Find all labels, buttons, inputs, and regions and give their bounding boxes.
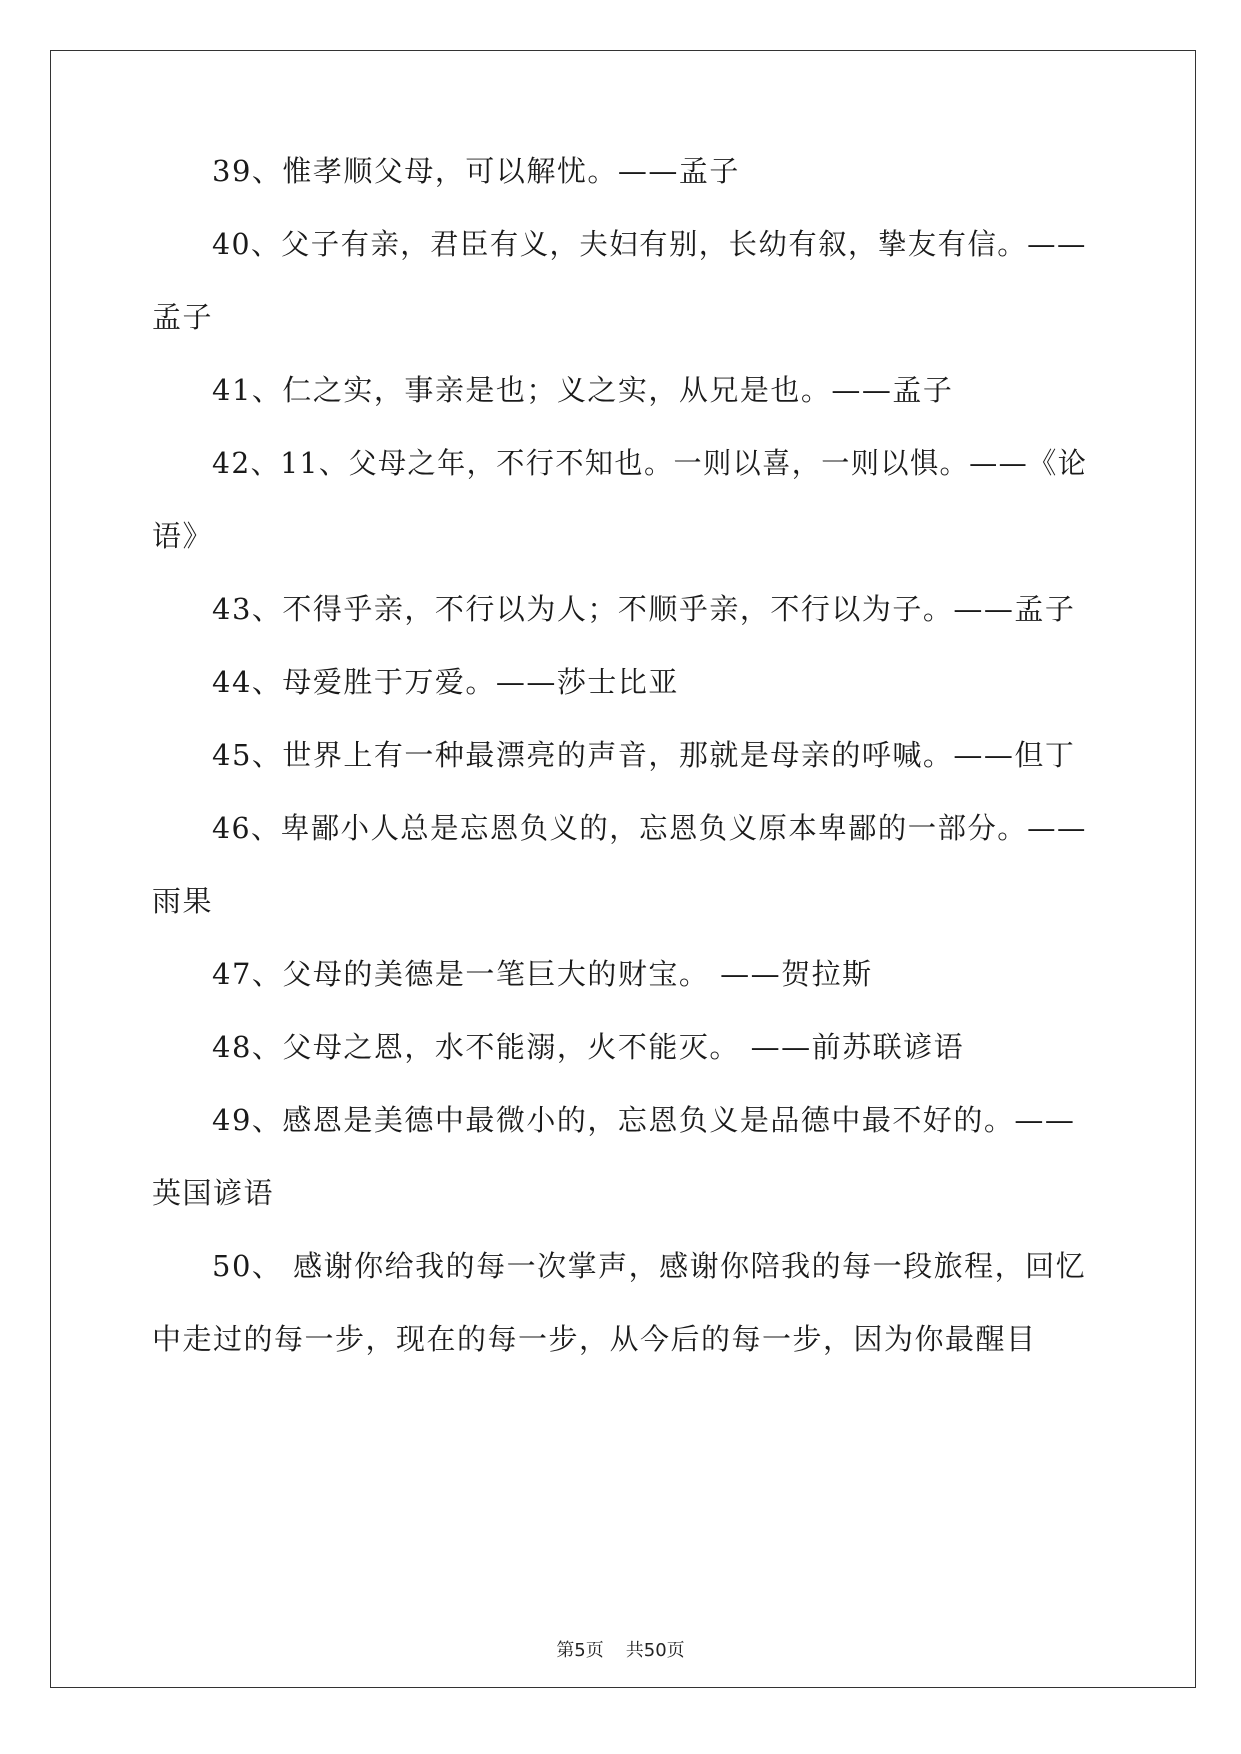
quote-line-43: 43、不得乎亲，不行以为人；不顺乎亲，不行以为子。——孟子 [212,592,1076,626]
page-number: 第5页 [556,1640,604,1661]
quote-line-46-cont: 雨果 [152,884,214,918]
quote-line-48: 48、父母之恩，水不能溺，火不能灭。 ——前苏联谚语 [212,1030,965,1064]
page-footer [0,1636,1241,1662]
quote-line-42-cont: 语》 [152,519,214,553]
quote-line-45: 45、世界上有一种最漂亮的声音，那就是母亲的呼喊。——但丁 [212,738,1076,772]
quote-line-46: 46、卑鄙小人总是忘恩负义的，忘恩负义原本卑鄙的一部分。—— [212,811,1087,845]
page-border [50,50,1196,1688]
quote-line-40-cont: 孟子 [152,300,214,334]
quote-line-50: 50、 感谢你给我的每一次掌声，感谢你陪我的每一段旅程，回忆 [212,1249,1087,1283]
quote-line-50-cont: 中走过的每一步，现在的每一步，从今后的每一步，因为你最醒目 [152,1322,1037,1356]
quote-line-49-cont: 英国谚语 [152,1176,275,1210]
quote-line-44: 44、母爱胜于万爱。——莎士比亚 [212,665,679,699]
quote-line-39: 39、惟孝顺父母，可以解忧。——孟子 [212,154,740,188]
quote-line-41: 41、仁之实，事亲是也；义之实，从兄是也。——孟子 [212,373,954,407]
quote-line-42: 42、11、父母之年，不行不知也。一则以喜，一则以惧。——《论 [212,446,1088,480]
quote-line-49: 49、感恩是美德中最微小的，忘恩负义是品德中最不好的。—— [212,1103,1076,1137]
page-total: 共50页 [625,1640,685,1661]
quote-line-47: 47、父母的美德是一笔巨大的财宝。 ——贺拉斯 [212,957,873,991]
quote-line-40: 40、父子有亲，君臣有义，夫妇有别，长幼有叙，挚友有信。—— [212,227,1087,261]
